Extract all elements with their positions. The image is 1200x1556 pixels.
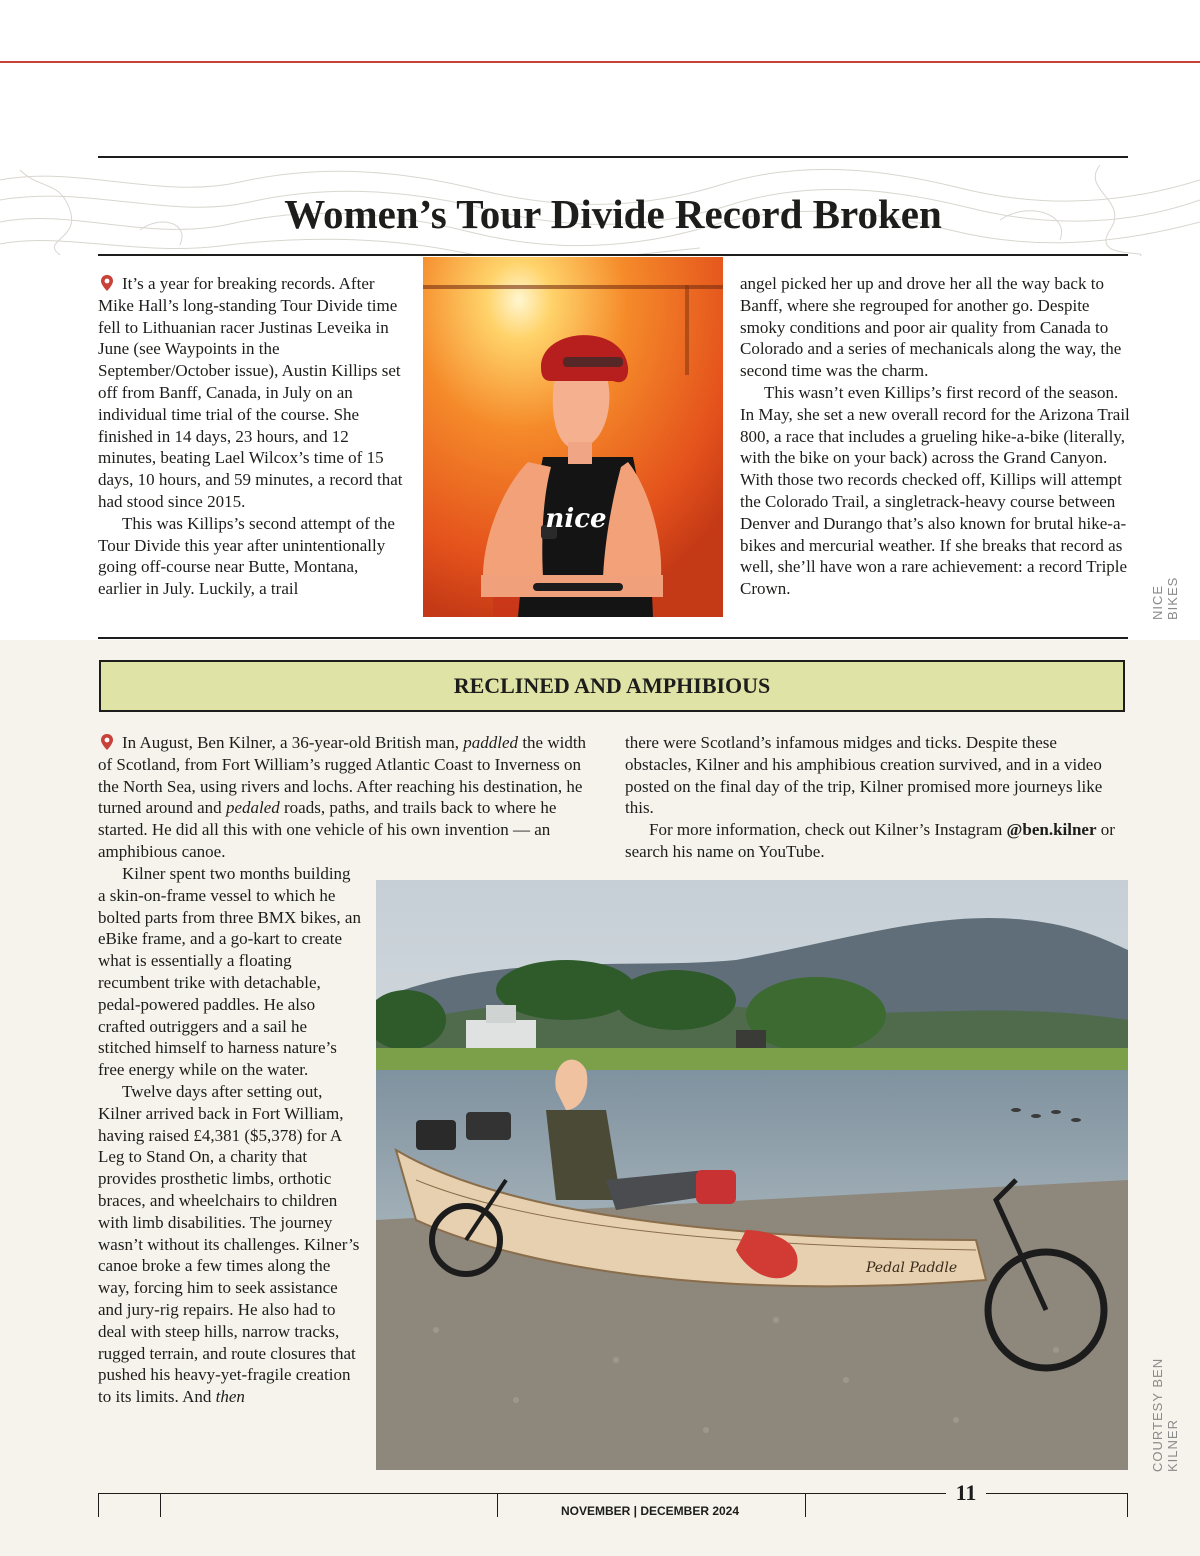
story2-p3-text: Twelve days after setting out, Kilner arrived back in Fort William, having raised £4,381 ($5,378) for A Leg to Stand On, a charity that provides prosthetic limbs, orthotic braces, and wheelchairs to children with limb disabilities. The journey wasn’t without its challenges. Kilner’s canoe broke a few times along the way, forcing him to seek assistance and jury-rig repairs. He also had to deal with steep hills, narrow tracks, rugged terrain, and route closures that pushed his heavy-yet-fragile creation to its limits. And	[98, 1081, 360, 1407]
story2-p3-emphasis-then: then	[215, 1387, 245, 1407]
story2-p1-part-a: In August, Ben Kilner, a 36-year-old British man,	[122, 733, 464, 752]
story1-column-2	[740, 273, 1132, 600]
story2-column-1-bottom	[98, 863, 362, 1408]
boat-name-text: Pedal Paddle	[866, 1260, 958, 1276]
pedal-paddle-canoe-photo	[376, 880, 1128, 1470]
story1-paragraph-3: angel picked her up and drove her all the way back to Banff, where she regrouped for another go. Despite smoky conditions and poor air quality from Canada to Colorado and a series of mechanicals along the way, the second time was the charm.	[740, 274, 1122, 381]
footer-tick	[497, 1493, 498, 1517]
story1-paragraph-2: This was Killips’s second attempt of the Tour Divide this year after unintentionally going off-course near Butte, Montana, earlier in July. Luckily, a trail	[98, 513, 395, 599]
map-pin-icon	[98, 274, 116, 292]
footer-tick	[1127, 1493, 1128, 1517]
headline-bottom-rule	[98, 254, 1128, 256]
story2-paragraph-4: there were Scotland’s infamous midges and ticks. Despite these obstacles, Kilner and his amphibious creation survived, and in a video posted on the final day of the trip, Kilner promised more journeys like this.	[625, 733, 1103, 818]
story2-paragraph-3	[98, 1081, 362, 1408]
top-accent-rule	[0, 61, 1200, 63]
story2-headline: RECLINED AND AMPHIBIOUS	[453, 673, 771, 698]
story2-paragraph-1	[98, 732, 598, 863]
shirt-text: nice	[545, 504, 607, 534]
section-divider-rule	[98, 637, 1128, 639]
austin-killips-photo	[423, 257, 723, 617]
story2-column-1-top	[98, 732, 598, 863]
story2-p1-part-b: the width of Scotland, from Fort William’s rugged Atlantic Coast to Inverness on the North Sea, using rivers and lochs. After reaching his destination, he turned around and	[98, 733, 587, 818]
instagram-handle: @ben.kilner	[1006, 820, 1097, 840]
story1-paragraph-4: This wasn’t even Killips’s first record of the season. In May, she set a new overall record for the Arizona Trail 800, a race that includes a grueling hike-a-bike (literally, with the bike on your back) across the Grand Canyon. With those two records checked off, Killips will attempt the Colorado Trail, a singletrack-heavy course between Denver and Durango that’s also known for brutal hike-a-bikes and mercurial weather. If she breaks that record as well, she’ll have won a rare achievement: a record Triple Crown.	[740, 382, 1130, 599]
story1-headline: Women’s Tour Divide Record Broken	[284, 191, 942, 237]
footer-tick	[98, 1493, 99, 1517]
story2-paragraph-5	[625, 819, 1127, 863]
photo-credit-nice-bikes: NICE BIKES	[1150, 576, 1180, 620]
photo-credit-ben-kilner: COURTESY BEN KILNER	[1150, 1357, 1180, 1472]
footer-tick	[805, 1493, 806, 1517]
issue-date: NOVEMBER | DECEMBER 2024	[560, 1504, 740, 1518]
story1-column-1	[98, 273, 404, 600]
story1-paragraph-1-text: It’s a year for breaking records. After Mike Hall’s long-standing Tour Divide time fell to Lithuanian racer Justinas Leveika in June (see Waypoints in the September/October issue), Austin Killips set off from Banff, Canada, in July on an individual time trial of the course. She finished in 14 days, 23 hours, and 12 minutes, beating Lael Wilcox’s time of 15 days, 10 hours, and 59 minutes, a record that had stood since 2015.	[98, 274, 403, 511]
story2-p1-emphasis-paddled: paddled	[463, 733, 519, 752]
headline-top-rule	[98, 156, 1128, 158]
map-pin-icon	[98, 733, 116, 751]
page-number: 11	[946, 1480, 986, 1506]
story2-p5-part-a: For more information, check out Kilner’s Instagram	[649, 820, 1007, 840]
story2-paragraph-2: Kilner spent two months building a skin-on-frame vessel to which he bolted parts from three BMX bikes, an eBike frame, and a go-kart to create what is essentially a floating recumbent trike with detachable, pedal-powered paddles. He also crafted outriggers and a sail he stitched himself to harness nature’s free energy while on the water.	[98, 864, 361, 1080]
story2-p1-emphasis-pedaled: pedaled	[225, 798, 280, 818]
story2-p1-part-c: roads, paths, and trails back to where he started. He did all this with one vehicle of his own invention — an amphibious canoe.	[98, 798, 557, 861]
story1-paragraph-1	[98, 273, 404, 513]
story2-p5-part-b: or search his name on YouTube.	[625, 820, 1115, 861]
footer-tick	[160, 1493, 161, 1517]
story2-column-2	[625, 732, 1127, 863]
